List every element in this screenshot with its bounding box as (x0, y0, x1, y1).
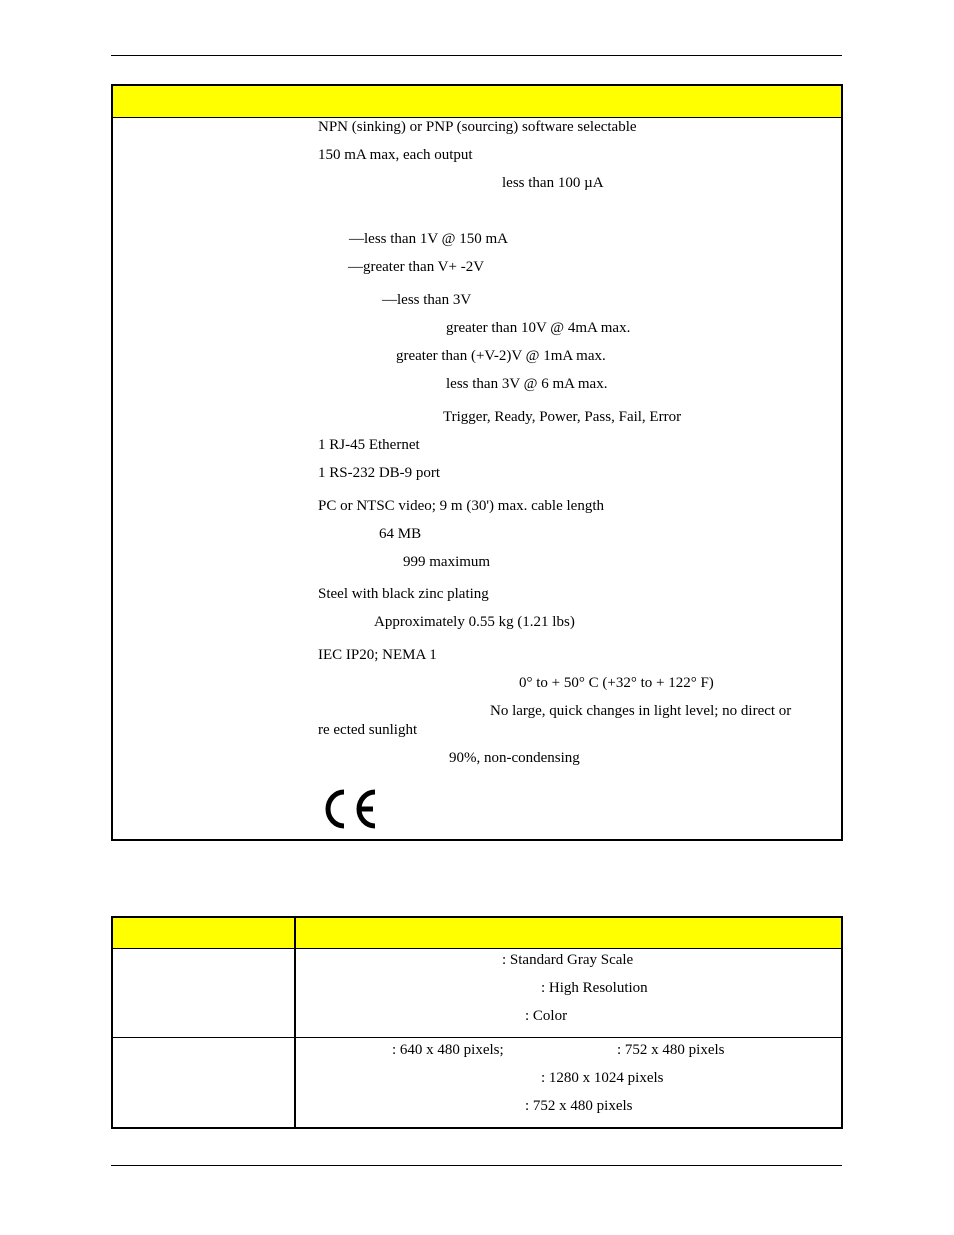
construction: Steel with black zinc plating (318, 586, 489, 602)
operating-temperature: 0° to + 50° C (+32° to + 122° F) (519, 675, 714, 691)
serial-port: 1 RS-232 DB-9 port (318, 465, 441, 481)
specifications-table (111, 84, 843, 841)
header-rule (111, 55, 842, 56)
resolution-high: : 1280 x 1024 pixels (541, 1070, 664, 1086)
resolution-standard: : 640 x 480 pixels; (392, 1042, 504, 1058)
input-low-current: less than 3V @ 6 mA max. (446, 376, 608, 392)
weight: Approximately 0.55 kg (1.21 lbs) (374, 614, 575, 630)
input-npn-high: greater than 10V @ 4mA max. (446, 320, 631, 336)
environmental-rating: IEC IP20; NEMA 1 (318, 647, 437, 663)
resolution-color: : 752 x 480 pixels (525, 1098, 633, 1114)
output-rating: 150 mA max, each output (318, 147, 473, 163)
camera-color: : Color (525, 1008, 568, 1024)
humidity: 90%, non-condensing (449, 750, 580, 766)
ambient-light-line-2: re ected sunlight (318, 722, 418, 738)
off-state-leakage: less than 100 µA (502, 175, 604, 191)
camera-table-column-divider (294, 916, 296, 1129)
specifications-table-header (113, 86, 841, 118)
input-low: —less than 3V (382, 292, 472, 308)
video-output: PC or NTSC video; 9 m (30') max. cable length (318, 498, 604, 514)
memory: 64 MB (379, 526, 422, 542)
input-pnp-high: greater than (+V-2)V @ 1mA max. (396, 348, 606, 364)
inspections: 999 maximum (403, 554, 491, 570)
ce-mark-icon (318, 786, 380, 832)
on-state-npn: —less than 1V @ 150 mA (349, 231, 508, 247)
ethernet-port: 1 RJ-45 Ethernet (318, 437, 420, 453)
camera-standard-gray: : Standard Gray Scale (502, 952, 634, 968)
camera-table-header (113, 918, 841, 949)
ambient-light-line-1: No large, quick changes in light level; no direct or (490, 703, 792, 719)
camera-high-resolution: : High Resolution (541, 980, 648, 996)
camera-table-row-divider (111, 1037, 843, 1038)
on-state-pnp: —greater than V+ -2V (348, 259, 485, 275)
output-type: NPN (sinking) or PNP (sourcing) software selectable (318, 119, 637, 135)
indicators: Trigger, Ready, Power, Pass, Fail, Error (443, 409, 682, 425)
resolution-standard-alt: : 752 x 480 pixels (617, 1042, 725, 1058)
camera-table (111, 916, 843, 1129)
footer-rule (111, 1165, 842, 1166)
